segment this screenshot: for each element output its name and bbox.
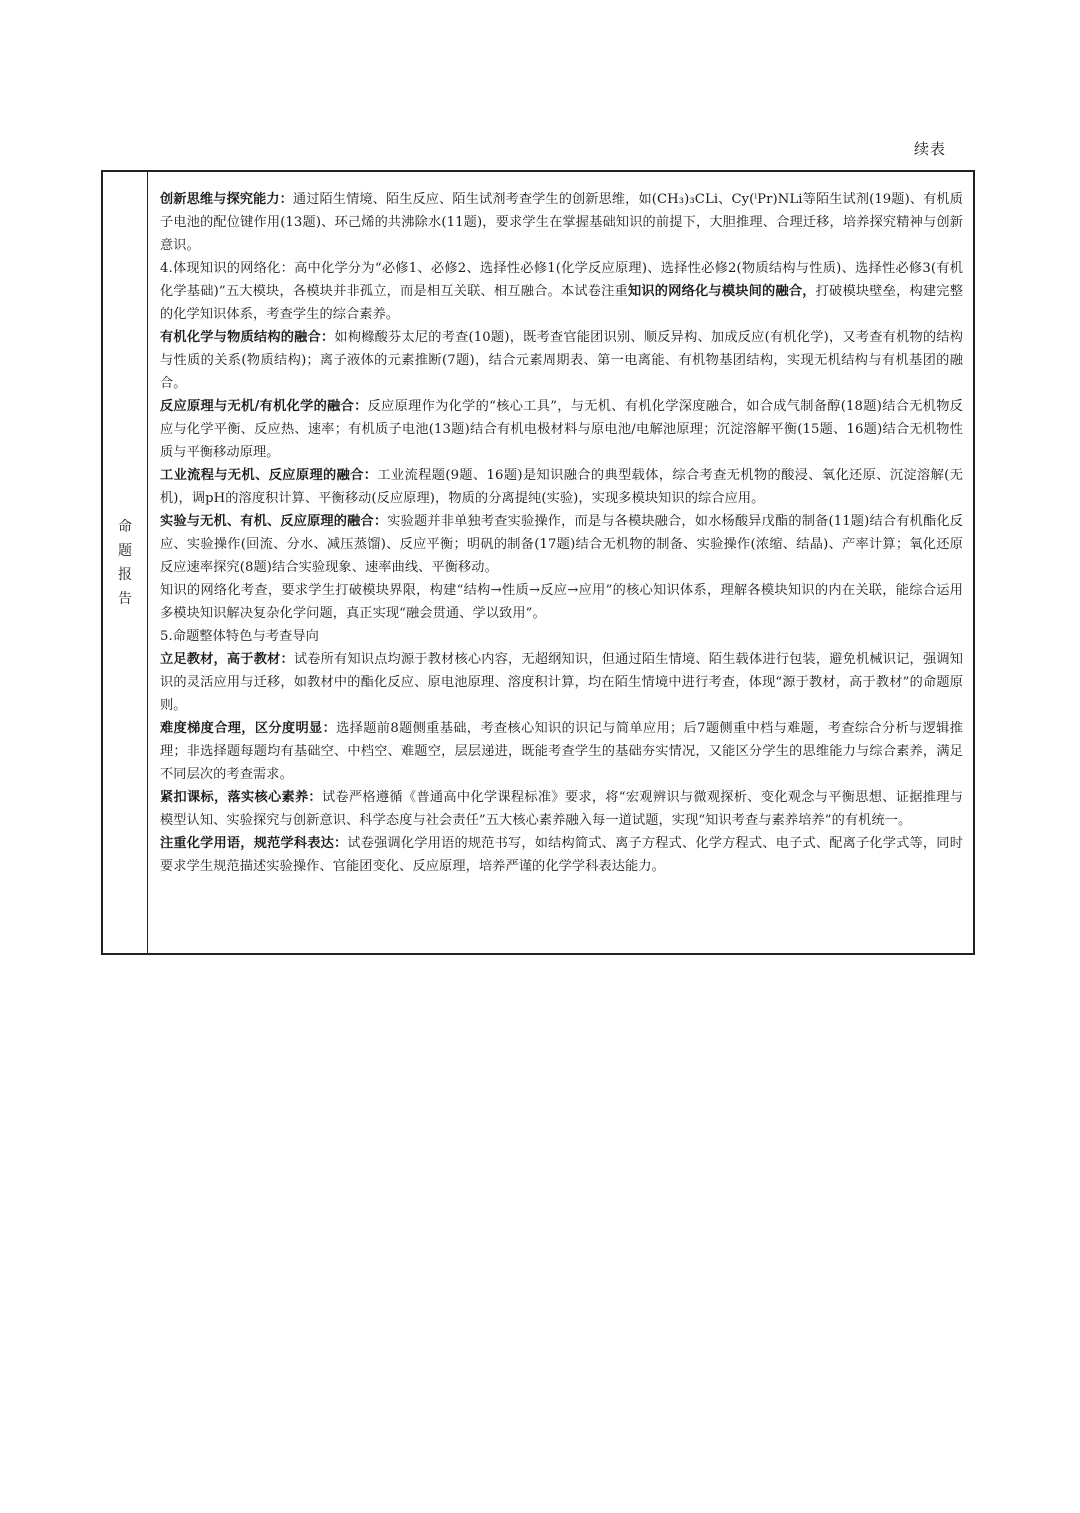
paragraph-text: 知识的网络化考查，要求学生打破模块界限，构建“结构→性质→反应→应用”的核心知识体系，理解各模块知识的内在关联，能综合运用多模块知识解决复杂化学问题，真正实现“融会贯通、学以致用”。 — [160, 583, 963, 621]
paragraph-text: 工业流程题(9题、16题)是知识融合的典型载体，综合考查无机物的酸浸、氧化还原、沉淀溶解(无机)，调pH的溶度积计算、平衡移动(反应原理)，物质的分离提纯(实验)，实现多模块知识的综合应用。 — [160, 468, 963, 506]
paragraph-curriculum — [160, 786, 963, 832]
paragraph-text: 通过陌生情境、陌生反应、陌生试剂考查学生的创新思维，如(CH₃)₃CLi、Cy(ⁱPr)NLi等陌生试剂(19题)、有机质子电池的配位键作用(13题)、环己烯的共沸除水(11题)，要求学生在掌握基础知识的前提下，大胆推理、合理迁移，培养探究精神与创新意识。 — [160, 192, 963, 253]
report-table — [101, 170, 975, 955]
paragraph-innovation — [160, 188, 963, 257]
paragraph-text: 试卷严格遵循《普通高中化学课程标准》要求，将“宏观辨识与微观探析、变化观念与平衡思想、证据推理与模型认知、实验探究与创新意识、科学态度与社会责任”五大核心素养融入每一道试题，实现“知识考查与素养培养”的有机统一。 — [160, 790, 963, 828]
paragraph-lead: 注重化学用语，规范学科表达： — [160, 836, 348, 851]
paragraph-lead: 创新思维与探究能力： — [160, 192, 293, 207]
side-label — [118, 515, 132, 611]
paragraph-text: 选择题前8题侧重基础，考查核心知识的识记与简单应用；后7题侧重中档与难题，考查综合分析与逻辑推理；非选择题每题均有基础空、中档空、难题空，层层递进，既能考查学生的基础夯实情况，又能区分学生的思维能力与综合素养，满足不同层次的考查需求。 — [160, 721, 963, 782]
side-label-cell — [103, 172, 148, 953]
paragraph-lead: 知识的网络化与模块间的融合， — [627, 284, 816, 299]
paragraph-experiment — [160, 510, 963, 579]
paragraph-textbook — [160, 648, 963, 717]
paragraph-network-intro — [160, 257, 963, 326]
paragraph-organic-structure — [160, 326, 963, 395]
side-label-char: 题 — [118, 542, 132, 559]
paragraph-lead: 立足教材，高于教材： — [160, 652, 294, 667]
paragraph-text: 试卷强调化学用语的规范书写，如结构简式、离子方程式、化学方程式、电子式、配离子化学式等，同时要求学生规范描述实验操作、官能团变化、反应原理，培养严谨的化学学科表达能力。 — [160, 836, 963, 874]
paragraph-reaction-principle — [160, 395, 963, 464]
paragraph-network-summary — [160, 579, 963, 625]
paragraph-lead: 有机化学与物质结构的融合： — [160, 330, 335, 345]
side-label-char: 告 — [118, 590, 132, 607]
paragraph-lead: 难度梯度合理，区分度明显： — [160, 721, 337, 736]
paragraph-text: 试卷所有知识点均源于教材核心内容，无超纲知识，但通过陌生情境、陌生载体进行包装，避免机械识记，强调知识的灵活应用与迁移，如教材中的酯化反应、原电池原理、溶度积计算，均在陌生情境中进行考查，体现“源于教材，高于教材”的命题原则。 — [160, 652, 964, 713]
paragraph-text: 如枸橼酸芬太尼的考查(10题)，既考查官能团识别、顺反异构、加成反应(有机化学)，又考查有机物的结构与性质的关系(物质结构)；离子液体的元素推断(7题)，结合元素周期表、第一电离能、有机物基团结构，实现无机结构与有机基团的融合。 — [160, 330, 963, 391]
content-cell — [148, 172, 973, 953]
paragraph-lead: 紧扣课标，落实核心素养： — [160, 790, 322, 805]
paragraph-text: 实验题并非单独考查实验操作，而是与各模块融合，如水杨酸异戊酯的制备(11题)结合有机酯化反应、实验操作(回流、分水、减压蒸馏)、反应平衡；明矾的制备(17题)结合无机物的制备、实验操作(浓缩、结晶)、产率计算；氧化还原反应速率探究(8题)结合实验现象、速率曲线、平衡移动。 — [160, 514, 963, 575]
side-label-char: 命 — [118, 518, 132, 535]
paragraph-text: 5.命题整体特色与考查导向 — [160, 629, 319, 644]
section-heading — [160, 625, 963, 648]
paragraph-text: 反应原理作为化学的“核心工具”，与无机、有机化学深度融合，如合成气制备醇(18题)结合无机物反应与化学平衡、反应热、速率；有机质子电池(13题)结合有机电极材料与原电池/电解池原理；沉淀溶解平衡(15题、16题)结合无机物性质与平衡移动原理。 — [160, 399, 964, 460]
continued-label: 续表 — [913, 140, 946, 158]
paragraph-text: 4.体现知识的网络化：高中化学分为“必修1、必修2、选择性必修1(化学反应原理)、选择性必修2(物质结构与性质)、选择性必修3(有机化学基础)”五大模块，各模块并非孤立，而是相互关联、相互融合。本试卷注重 — [160, 261, 963, 299]
paragraph-difficulty — [160, 717, 963, 786]
paragraph-lead: 实验与无机、有机、反应原理的融合： — [160, 514, 388, 529]
paragraph-chemical-language — [160, 832, 963, 878]
paragraph-industrial-process — [160, 464, 963, 510]
paragraph-lead: 反应原理与无机/有机化学的融合： — [160, 399, 368, 414]
side-label-char: 报 — [118, 566, 132, 583]
paragraph-text: 打破模块壁垒，构建完整的化学知识体系，考查学生的综合素养。 — [160, 284, 963, 322]
paragraph-lead: 工业流程与无机、反应原理的融合： — [160, 468, 378, 483]
